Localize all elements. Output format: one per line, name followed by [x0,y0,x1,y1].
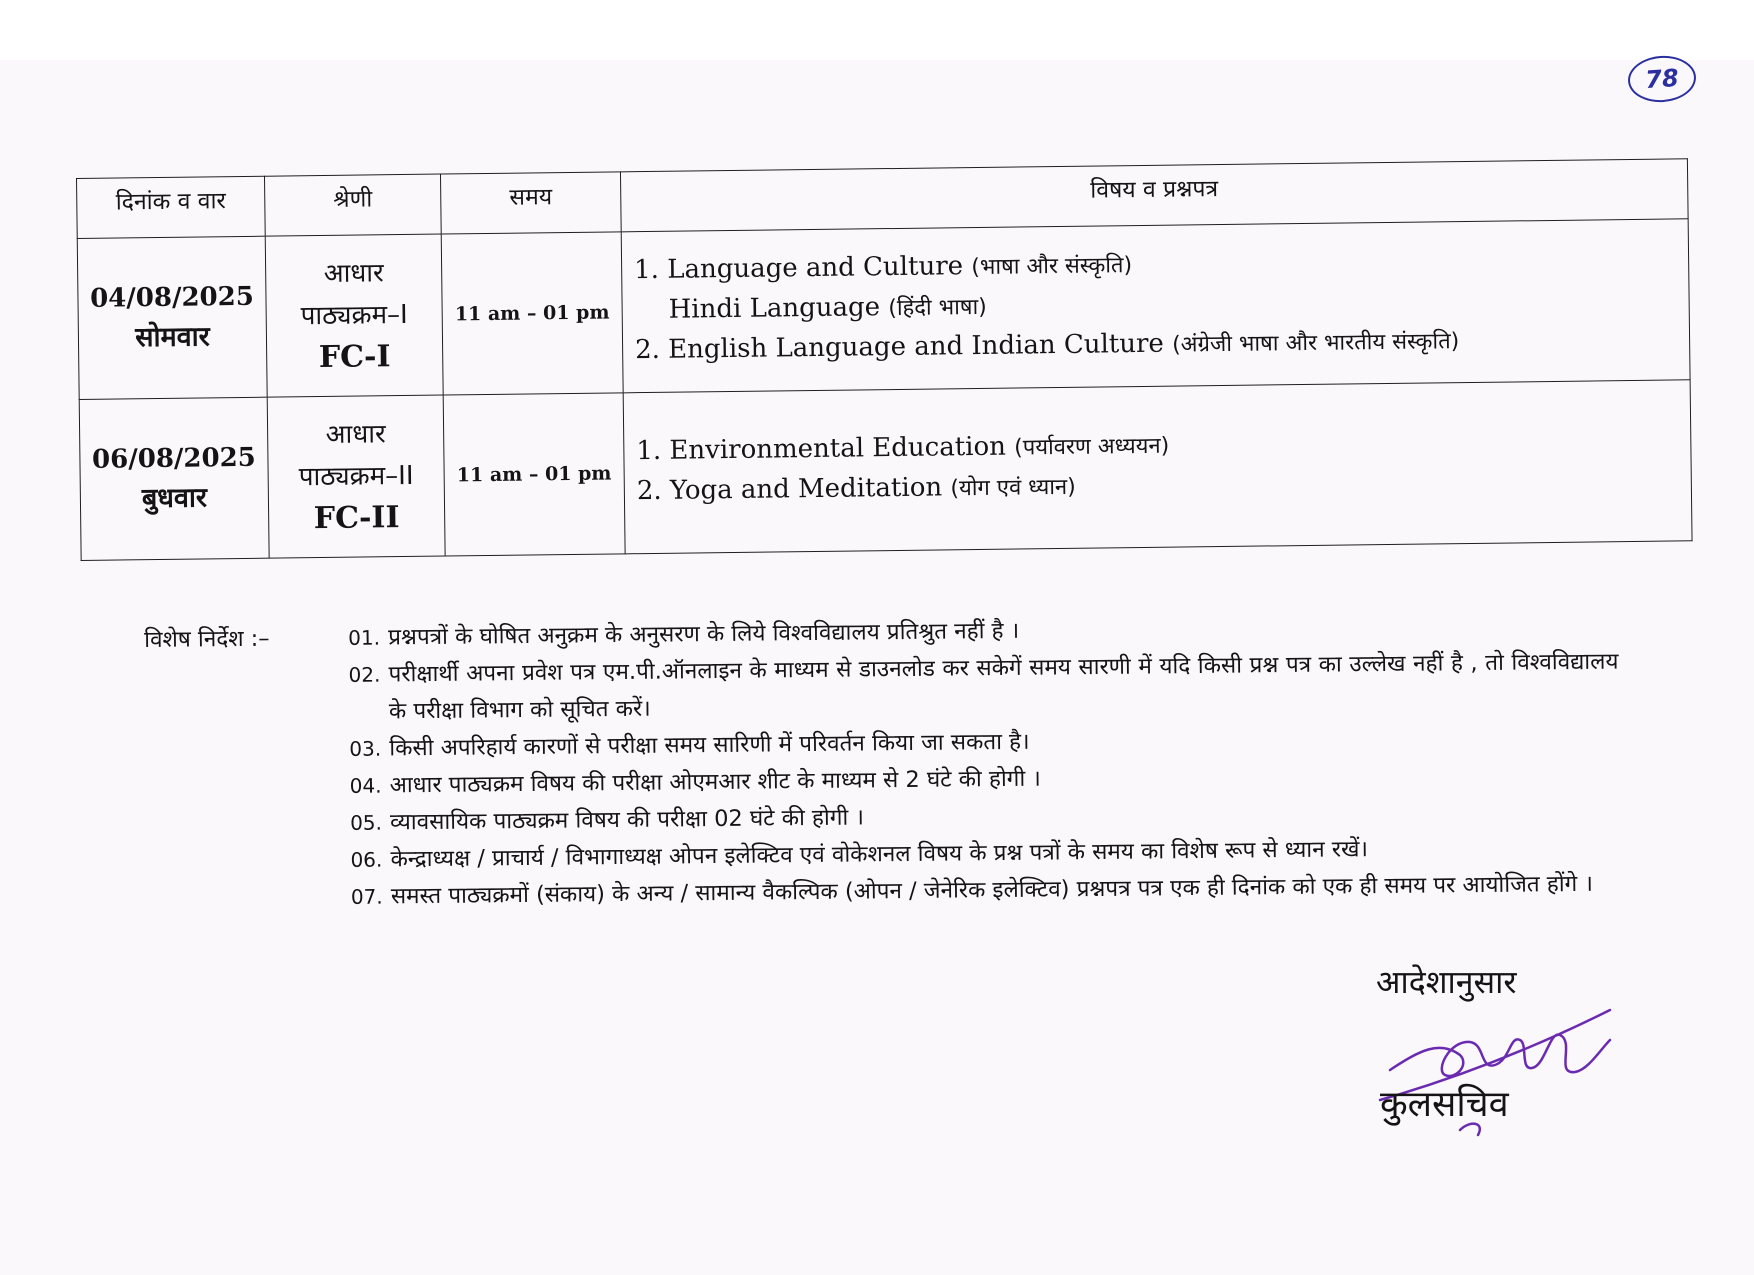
subject-hindi: (भाषा और संस्कृति) [971,253,1133,281]
subject-english: Hindi Language [668,292,881,325]
item-number: 03. [349,736,382,761]
by-order-text: आदेशानुसार [1376,963,1517,1001]
category-line1: आधार [323,258,384,289]
header-date-day: दिनांक व वार [77,176,266,238]
item-number: 05. [349,810,383,835]
time-cell: 11 am – 01 pm [441,232,623,395]
subject-english: 1. Environmental Education [636,431,1007,467]
header-subject-paper: विषय व प्रश्नपत्र [620,159,1688,232]
item-text: केन्द्राध्यक्ष / प्राचार्य / विभागाध्यक्ष ओपन इलेक्टिव एवं वोकेशनल विषय के प्रश्न पत्रों के समय का विशेष रूप से ध्यान रखें। [390,836,1369,873]
item-text: आधार पाठ्यक्रम विषय की परीक्षा ओएमआर शीट के माध्यम से 2 घंटे की होगी । [389,765,1042,799]
subject-english: 1. Language and Culture [633,251,964,286]
item-number: 01. [348,625,381,650]
table-row [77,219,1690,400]
exam-date: 06/08/2025 [91,442,256,475]
category-code: FC-I [318,339,391,376]
item-text: किसी अपरिहार्य कारणों से परीक्षा समय सारिणी में परिवर्तन किया जा सकता है। [389,728,1030,762]
category-line1: आधार [325,419,386,450]
category-cell [265,234,443,397]
list-item [348,644,1619,731]
subject-hindi: (पर्यावरण अध्ययन) [1014,433,1170,461]
subject-cell [621,219,1690,393]
exam-schedule-table-container [76,158,1693,561]
subject-english: 2. Yoga and Meditation [636,472,943,507]
page-number-circle [1626,54,1697,105]
exam-weekday: सोमवार [135,321,210,354]
item-text: परीक्षार्थी अपना प्रवेश पत्र एम.पी.ऑनलाइन के माध्यम से डाउनलोड कर सकेगें समय सारणी में यदि किसी प्रश्न पत्र का उल्लेख नहीं है , तो विश्वविद्यालय के परीक्षा विभाग को सूचित करें। [388,648,1619,725]
category-line2: पाठ्यक्रम–II [298,460,414,493]
item-number: 02. [348,662,381,687]
subject-hindi: (हिंदी भाषा) [888,294,987,322]
table-row [79,380,1692,561]
subject-english: 2. English Language and Indian Culture [634,328,1165,366]
item-text: व्यावसायिक पाठ्यक्रम विषय की परीक्षा 02 घंटे की होगी । [389,804,865,836]
header-category: श्रेणी [264,174,441,236]
instructions-list [348,607,1621,916]
category-line2: पाठ्यक्रम–I [300,299,408,332]
time-cell: 11 am – 01 pm [443,393,625,556]
date-cell [79,397,269,560]
subject-hindi: (योग एवं ध्यान) [950,474,1076,502]
category-code: FC-II [313,500,400,537]
exam-weekday: बुधवार [141,482,208,515]
item-number: 06. [350,847,383,872]
special-instructions [144,607,1624,910]
subject-cell [623,380,1692,554]
registrar-title: कुलसचिव [1380,1084,1509,1125]
instructions-label: विशेष निर्देश :– [144,625,270,653]
date-cell [77,236,267,399]
category-cell [267,395,445,558]
exam-date: 04/08/2025 [89,281,255,314]
scan-top-margin [0,0,1754,60]
item-text: प्रश्नपत्रों के घोषित अनुक्रम के अनुसरण के लिये विश्वविद्यालय प्रतिश्रुत नहीं है । [388,617,1020,651]
page-number: 78 [1644,63,1680,95]
item-number: 07. [350,884,383,909]
exam-schedule-table [76,158,1693,561]
subject-hindi: (अंग्रेजी भाषा और भारतीय संस्कृति) [1171,329,1460,358]
signature-block [1360,960,1620,1160]
header-time: समय [440,172,621,234]
item-number: 04. [349,773,382,798]
item-text: समस्त पाठ्यक्रमों (संकाय) के अन्य / सामान्य वैकल्पिक (ओपन / जेनेरिक इलेक्टिव) प्रश्नपत्र पत्र एक ही दिनांक को एक ही समय पर आयोजित होंगे । [390,870,1594,910]
